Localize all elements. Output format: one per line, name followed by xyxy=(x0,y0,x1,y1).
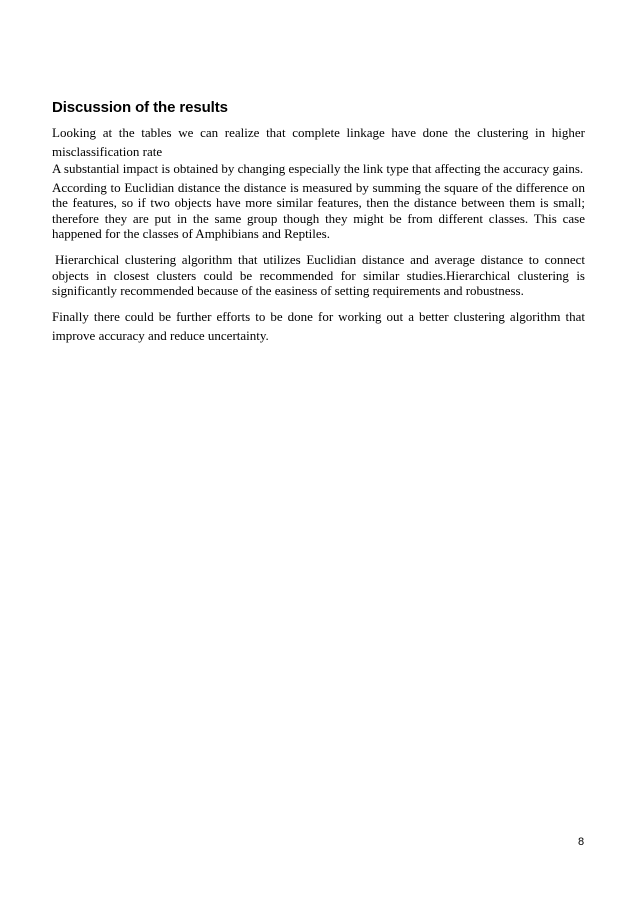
paragraph-euclidian-distance: According to Euclidian distance the distance is measured by summing the square of the difference on the features, so if two objects have more similar features, then the distance between them is small; therefore they are put in the same group though they might be from different classes. This case happened for the classes of Amphibians and Reptiles. xyxy=(52,179,585,242)
section-heading: Discussion of the results xyxy=(52,99,228,116)
paragraph-future-work: Finally there could be further efforts to be done for working out a better clustering algorithm that improve accuracy and reduce uncertainty. xyxy=(52,308,585,343)
document-body xyxy=(52,99,585,345)
paragraph-recommendation: Hierarchical clustering algorithm that utilizes Euclidian distance and average distance to connect objects in closest clusters could be recommended for similar studies.Hierarchical clustering is significantly recommended because of the easiness of setting requirements and robustness. xyxy=(52,251,585,299)
page-number: 8 xyxy=(578,836,585,848)
paragraph-link-type-impact: A substantial impact is obtained by changing especially the link type that affecting the accuracy gains. xyxy=(52,161,584,176)
paragraph-linkage-observation: Looking at the tables we can realize that complete linkage have done the clustering in higher misclassification rate xyxy=(52,125,585,159)
